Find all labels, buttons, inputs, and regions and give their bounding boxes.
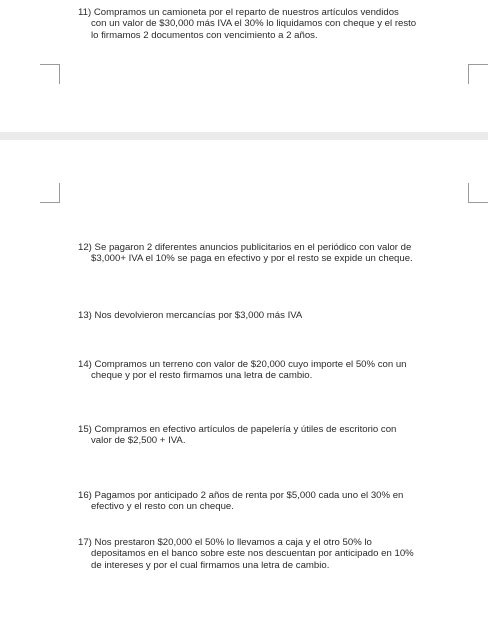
item-number: 15) <box>78 424 92 435</box>
item-number: 11) <box>78 7 92 18</box>
exercise-item-11 <box>78 7 476 41</box>
item-text: Compramos en efectivo artículos de papelería y útiles de escritorio con <box>94 424 397 435</box>
item-text: Se pagaron 2 diferentes anuncios publicitarios en el periódico con valor de <box>94 242 412 253</box>
exercise-item-14 <box>78 359 476 382</box>
exercise-item-13 <box>78 310 476 321</box>
item-text: Nos devolvieron mercancías por $3,000 más IVA <box>94 310 303 321</box>
exercise-item-17 <box>78 537 476 571</box>
item-text: Compramos un terreno con valor de $20,000 cuyo importe el 50% con un <box>94 359 407 370</box>
item-text: cheque y por el resto firmamos una letra de cambio. <box>91 370 313 382</box>
exercise-item-15 <box>78 424 476 447</box>
page-corner-mark <box>468 64 488 84</box>
exercise-item-12 <box>78 242 476 265</box>
item-number: 12) <box>78 242 92 253</box>
exercise-item-16 <box>78 490 476 513</box>
page-corner-mark <box>40 64 60 84</box>
item-text: con un valor de $30,000 más IVA el 30% lo liquidamos con cheque y el resto <box>91 18 417 30</box>
item-text: Compramos un camioneta por el reparto de nuestros artículos vendidos <box>93 7 399 18</box>
item-text: de intereses y por el cual firmamos una letra de cambio. <box>91 559 330 571</box>
page-corner-mark <box>40 183 60 203</box>
item-number: 17) <box>78 537 92 548</box>
item-text: Pagamos por anticipado 2 años de renta por $5,000 cada uno el 30% en <box>94 490 404 501</box>
item-text: valor de $2,500 + IVA. <box>91 435 186 447</box>
item-text: lo firmamos 2 documentos con vencimiento a 2 años. <box>91 29 318 41</box>
item-text: Nos prestaron $20,000 el 50% lo llevamos a caja y el otro 50% lo <box>94 537 372 548</box>
item-number: 13) <box>78 310 92 321</box>
page-corner-mark <box>468 183 488 203</box>
item-text: $3,000+ IVA el 10% se paga en efectivo y por el resto se expide un cheque. <box>91 253 413 265</box>
item-text: depositamos en el banco sobre este nos descuentan por anticipado en 10% <box>91 548 414 560</box>
item-number: 14) <box>78 359 92 370</box>
page-separator <box>0 132 488 140</box>
item-number: 16) <box>78 490 92 501</box>
item-text: efectivo y el resto con un cheque. <box>91 501 234 513</box>
